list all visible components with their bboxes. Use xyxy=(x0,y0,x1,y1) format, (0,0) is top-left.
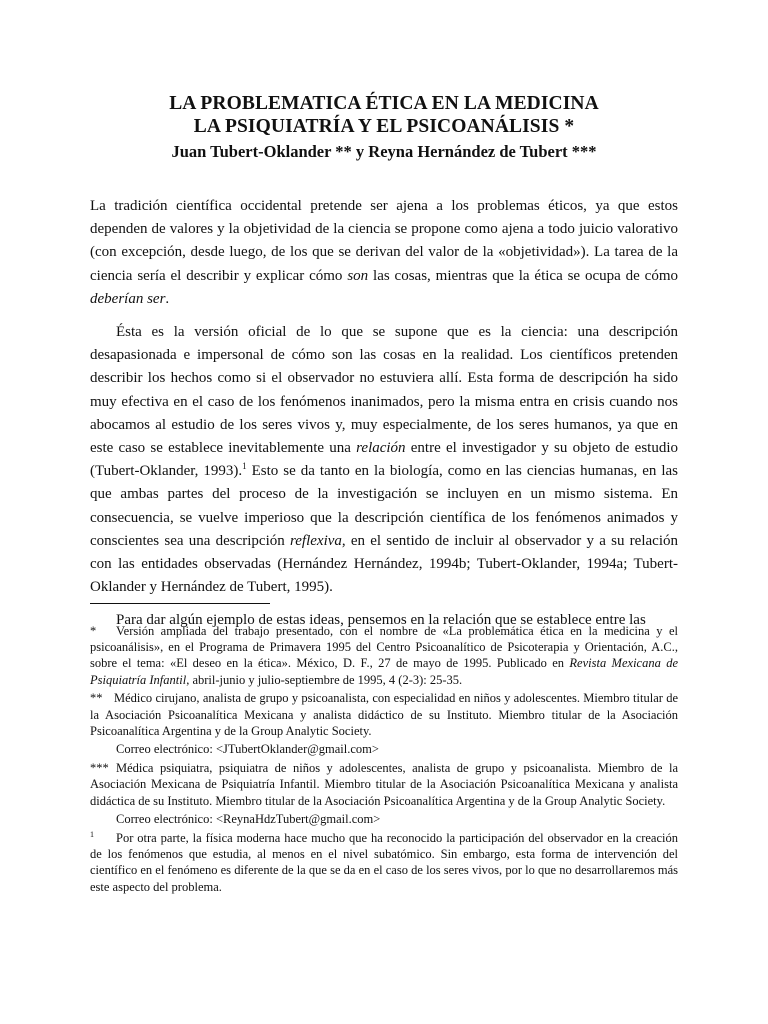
paragraph-2 xyxy=(90,321,678,599)
text-run: Versión ampliada del trabajo presentado, con el nombre de «La problemática ética en la medicina y el psicoanálisis», en el Programa de Primavera 1995 del Centro Psicoanalítico de Psicoterapia y Orientación, A.C., sobre el tema: «El deseo en la ética». México, D. F., 27 de mayo de 1995. Publicado en xyxy=(90,624,678,671)
emphasis: son xyxy=(347,267,369,284)
footnote-marker: *** xyxy=(90,761,109,776)
footnote-divider xyxy=(90,603,270,604)
page-title xyxy=(90,92,678,138)
text-run: Médica psiquiatra, psiquiatra de niños y adolescentes, analista de grupo y psicoanalista. Miembro de la Asociación Mexicana de Psiquiatría Infantil. Miembro titular de la Asociación Psicoanalítica Mexicana y analista didáctica de su Instituto. Miembro titular de la Asociación Psicoanalítica Argentina y de la Group Analytic Society. xyxy=(90,761,678,808)
emphasis: relación xyxy=(356,440,406,457)
text-run: Esto se da tanto en la biología, como en las ciencias humanas, en las que ambas partes del proceso de la investigación se incluyen en un mismo sistema. En consecuencia, se vuelve imperioso que la descripción científica de los fenómenos animados y conscientes sea una descripción xyxy=(90,463,678,549)
emphasis: reflexiva xyxy=(289,532,342,549)
footnote-3 xyxy=(90,760,678,809)
footnotes xyxy=(90,623,678,897)
paragraph-3: Para dar algún ejemplo de estas ideas, pensemos en la relación que se establece entre las xyxy=(116,612,646,629)
footnote-2-email: Correo electrónico: <JTubertOklander@gmail.com> xyxy=(116,742,379,757)
text-run: . xyxy=(165,290,170,307)
footnote-3-email: Correo electrónico: <ReynaHdzTubert@gmail.com> xyxy=(116,812,381,827)
authors-line: Juan Tubert-Oklander ** y Reyna Hernández de Tubert *** xyxy=(171,142,597,161)
footnote-ref: 1 xyxy=(242,461,247,472)
text-run: Médico cirujano, analista de grupo y psicoanalista, con especialidad en niños y adolescentes. Miembro titular de la Asociación Psicoanalítica Mexicana y analista didáctico de su Instituto. Miembro titular de la Asociación Psicoanalítica Argentina y de la Group Analytic Society. xyxy=(90,691,678,738)
emphasis: deberían ser xyxy=(90,290,166,307)
text-run: Por otra parte, la física moderna hace mucho que ha reconocido la participación del observador en la creación de los fenómenos que estudia, al menos en el nivel subatómico. Sin embargo, esta forma de intervención del científico en el fenómeno es diferente de la que se da en el caso de los seres vivos, por lo que no desarrollaremos más este aspecto del problema. xyxy=(90,830,678,894)
footnote-4: $^1$ Por otra parte, la física moderna hace mucho que ha reconocido la participación del observador en la creación de los fenómenos que estudia, al menos en el nivel subatómico. Sin embargo, esta forma de intervención del científico en el fenómeno es diferente de la que se da en el caso de los seres vivos, por lo que no desarrollaremos más este aspecto del problema. xyxy=(90,829,678,894)
text-run: Ésta es la versión oficial de lo que se supone que es la ciencia: una descripción desapasionada e impersonal de cómo son las cosas en la realidad. Los científicos pretenden describir los hechos como si el observador no estuviera allí. Esta forma de descripción ha sido muy efectiva en el caso de los fenómenos inanimados, pero la misma entra en crisis cuando nos abocamos al estudio de los seres vivos y, muy especialmente, de los seres humanos, ya que en este caso se establece inevitablemente una xyxy=(90,324,678,457)
paragraph-1 xyxy=(90,195,678,311)
footnote-1 xyxy=(90,623,678,688)
title-line-1: LA PROBLEMATICA ÉTICA EN LA MEDICINA xyxy=(169,93,599,114)
text-run: , en el sentido de incluir al observador y a su relación con las entidades observadas (Hernández Hernández, 1994b; Tubert-Oklander, 1994a; Tubert-Oklander y Hernández de Tubert, 1995). xyxy=(90,532,678,596)
text-run: , abril-junio y julio-septiembre de 1995, 4 (2-3): 25-35. xyxy=(186,672,463,687)
body-text xyxy=(90,195,678,643)
text-run: entre el investigador y su objeto de estudio (Tubert-Oklander, 1993). xyxy=(90,440,678,480)
title-block xyxy=(90,92,678,163)
footnote-marker: ** xyxy=(90,691,103,706)
text-run: La tradición científica occidental pretende ser ajena a los problemas éticos, ya que estos dependen de valores y la objetividad de la ciencia se propone como ajena a todo juicio valorativo (con excepción, desde luego, de los que se derivan del valor de la «objetividad»). La tarea de la ciencia sería el describir y explicar cómo xyxy=(90,198,678,284)
footnote-2 xyxy=(90,690,678,739)
text-run: las cosas, mientras que la ética se ocupa de cómo xyxy=(368,267,678,284)
title-line-2: LA PSIQUIATRÍA Y EL PSICOANÁLISIS * xyxy=(193,116,575,137)
emphasis: Revista Mexicana de Psiquiatría Infantil xyxy=(90,656,678,687)
footnote-marker: * xyxy=(90,624,97,638)
